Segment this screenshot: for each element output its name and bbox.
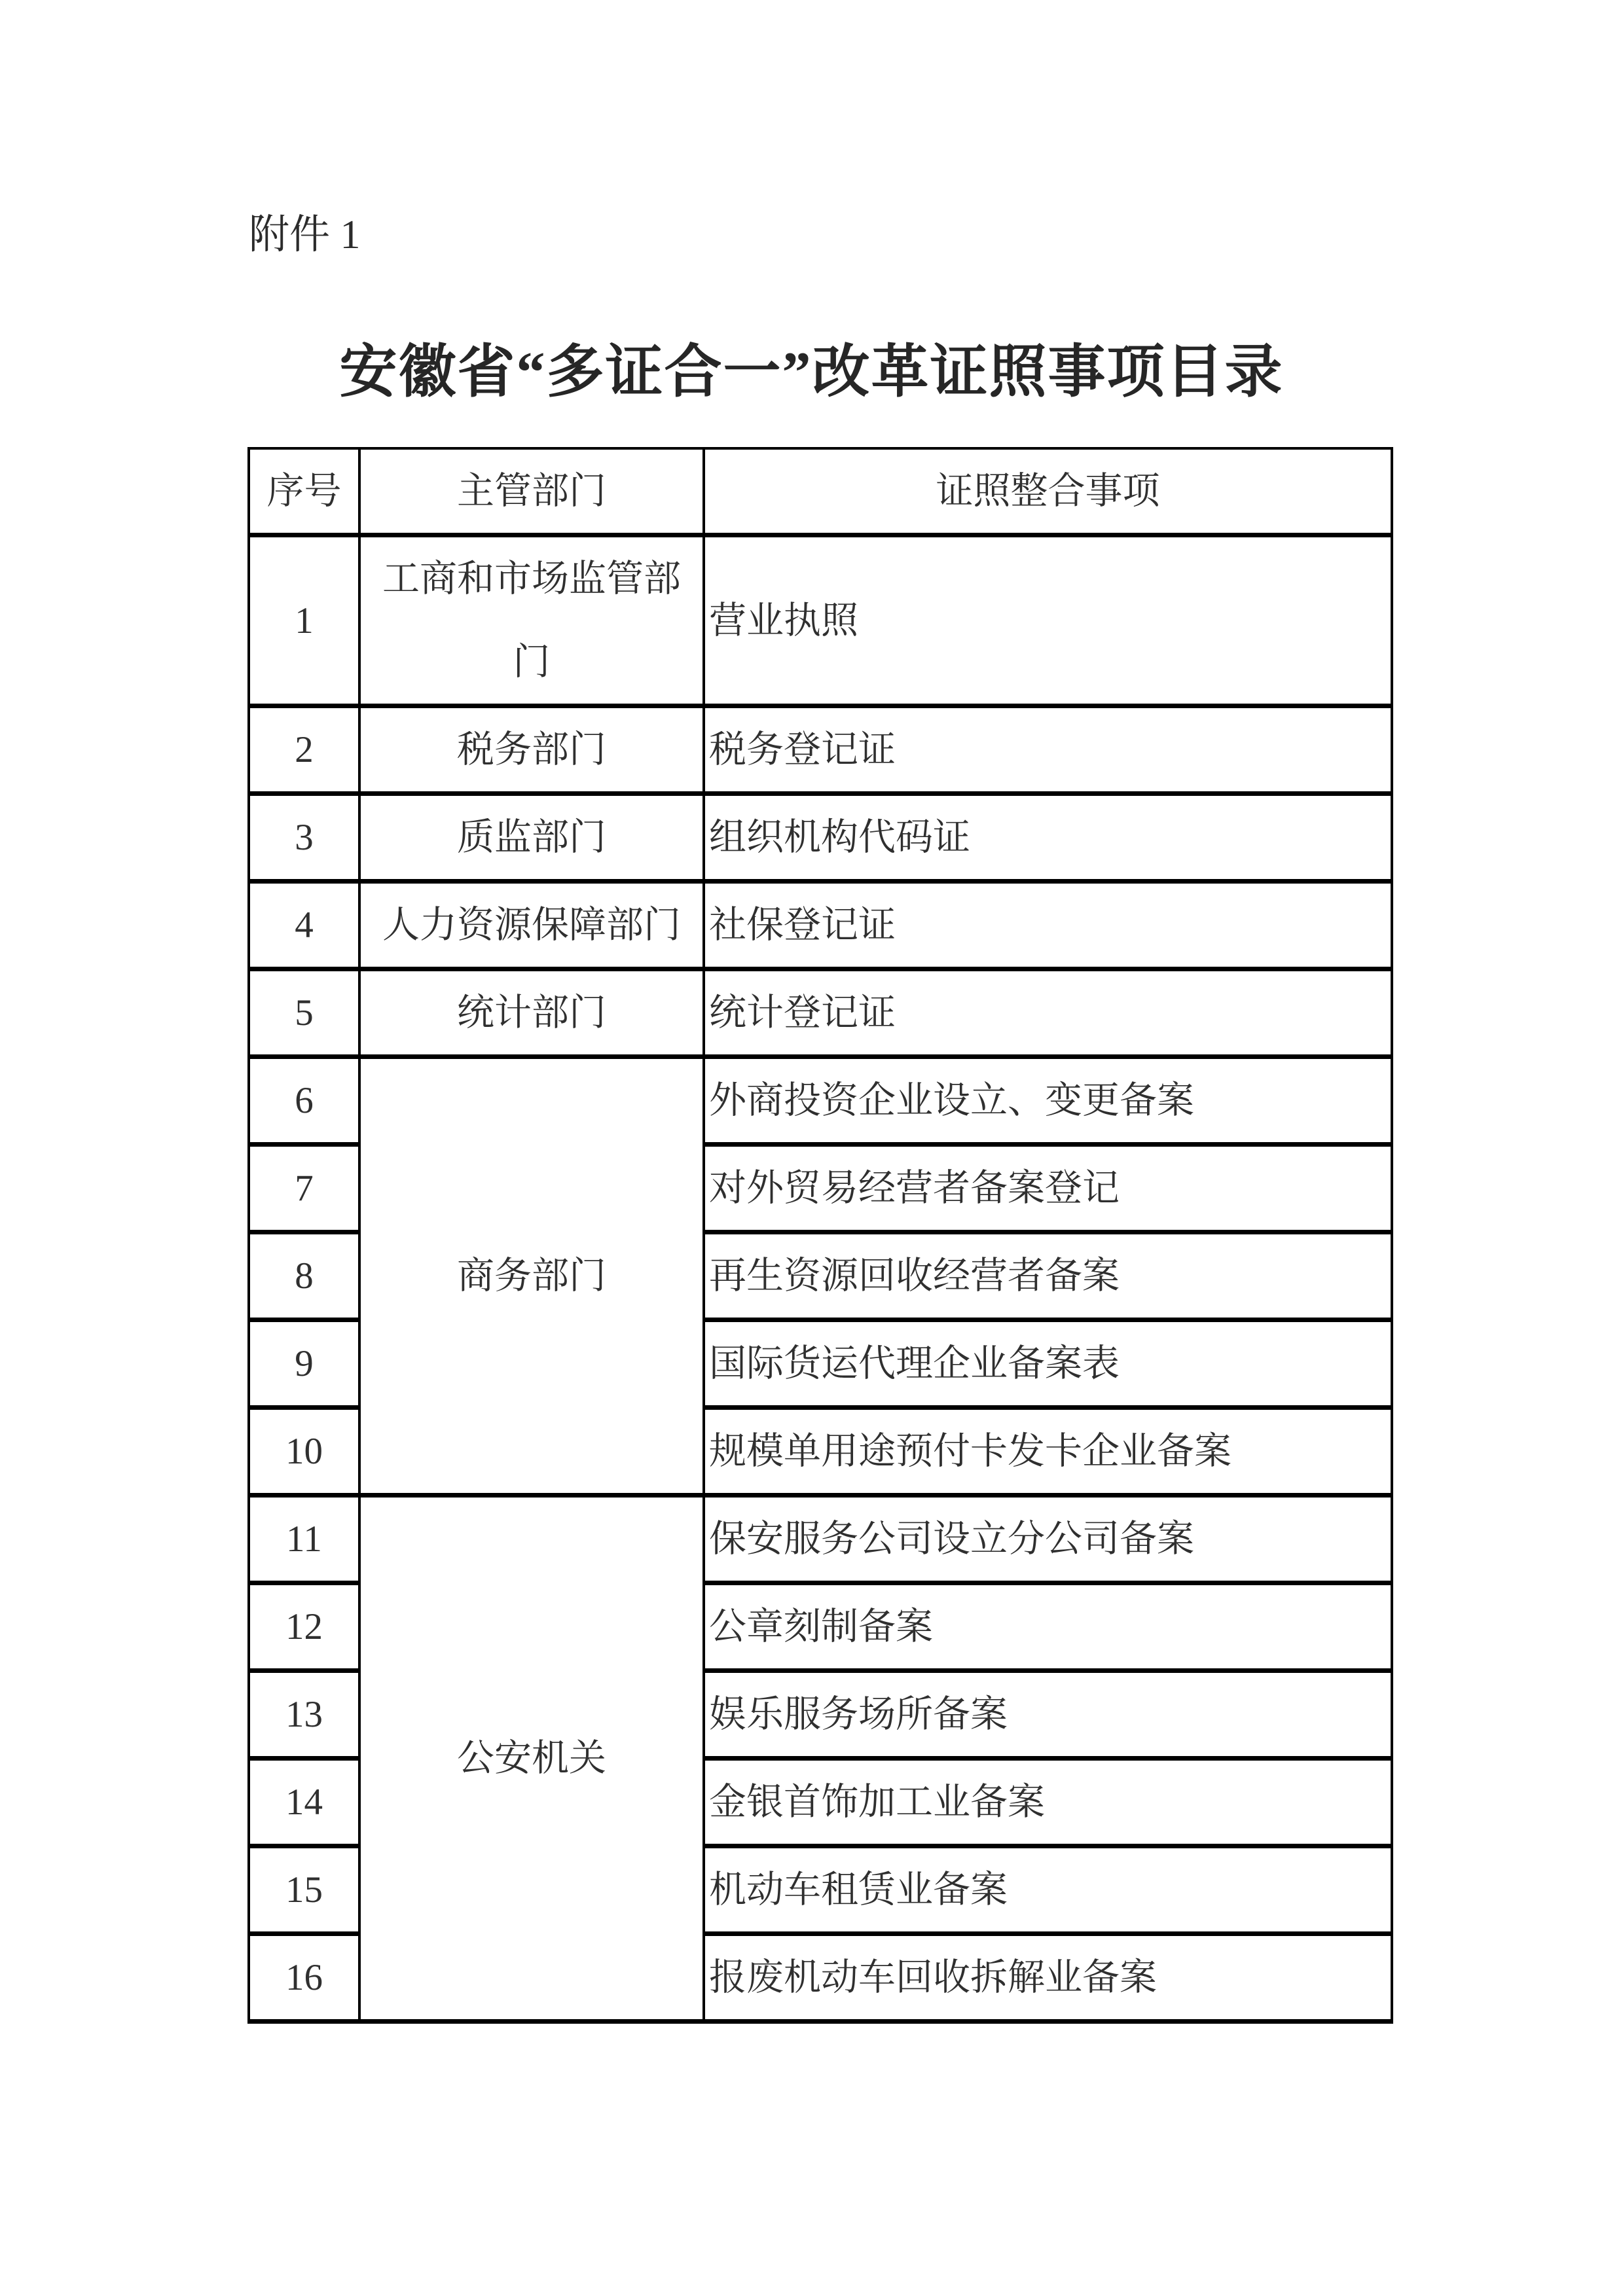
header-department: 主管部门	[359, 448, 704, 535]
department-cell: 工商和市场监管部门	[359, 535, 704, 706]
page-title: 安徽省“多证合一”改革证照事项目录	[339, 341, 1284, 404]
serial-number-cell: 9	[249, 1320, 359, 1408]
department-cell: 公安机关	[359, 1496, 704, 2022]
table-row	[249, 535, 1392, 706]
table-header-row	[249, 448, 1392, 535]
certificate-item-cell: 金银首饰加工业备案	[704, 1759, 1392, 1846]
table-body	[249, 535, 1392, 2022]
serial-number-cell: 8	[249, 1232, 359, 1320]
certificate-item-cell: 国际货运代理企业备案表	[704, 1320, 1392, 1408]
table-row	[249, 1496, 1392, 1583]
certificate-item-cell: 税务登记证	[704, 706, 1392, 794]
certificate-item-cell: 娱乐服务场所备案	[704, 1671, 1392, 1759]
serial-number-cell: 10	[249, 1408, 359, 1496]
department-cell: 商务部门	[359, 1057, 704, 1496]
serial-number-cell: 13	[249, 1671, 359, 1759]
certificate-item-cell: 报废机动车回收拆解业备案	[704, 1934, 1392, 2022]
attachment-label: 附件 1	[249, 213, 361, 257]
department-cell: 质监部门	[359, 794, 704, 882]
serial-number-cell: 2	[249, 706, 359, 794]
serial-number-cell: 7	[249, 1145, 359, 1232]
certificate-item-cell: 营业执照	[704, 535, 1392, 706]
certificate-items-table	[247, 447, 1393, 2024]
serial-number-cell: 12	[249, 1583, 359, 1671]
department-cell: 统计部门	[359, 969, 704, 1057]
table-row	[249, 706, 1392, 794]
certificate-item-cell: 保安服务公司设立分公司备案	[704, 1496, 1392, 1583]
department-cell: 税务部门	[359, 706, 704, 794]
certificate-item-cell: 社保登记证	[704, 882, 1392, 969]
serial-number-cell: 16	[249, 1934, 359, 2022]
certificate-item-cell: 外商投资企业设立、变更备案	[704, 1057, 1392, 1145]
serial-number-cell: 15	[249, 1846, 359, 1934]
serial-number-cell: 6	[249, 1057, 359, 1145]
serial-number-cell: 11	[249, 1496, 359, 1583]
header-certificate-items: 证照整合事项	[704, 448, 1392, 535]
serial-number-cell: 1	[249, 535, 359, 706]
header-serial-number: 序号	[249, 448, 359, 535]
certificate-item-cell: 统计登记证	[704, 969, 1392, 1057]
table-row	[249, 882, 1392, 969]
table-row	[249, 1057, 1392, 1145]
serial-number-cell: 14	[249, 1759, 359, 1846]
certificate-item-cell: 公章刻制备案	[704, 1583, 1392, 1671]
certificate-item-cell: 机动车租赁业备案	[704, 1846, 1392, 1934]
certificate-item-cell: 组织机构代码证	[704, 794, 1392, 882]
table-row	[249, 794, 1392, 882]
table-row	[249, 969, 1392, 1057]
certificate-item-cell: 规模单用途预付卡发卡企业备案	[704, 1408, 1392, 1496]
serial-number-cell: 5	[249, 969, 359, 1057]
certificate-item-cell: 再生资源回收经营者备案	[704, 1232, 1392, 1320]
serial-number-cell: 4	[249, 882, 359, 969]
certificate-item-cell: 对外贸易经营者备案登记	[704, 1145, 1392, 1232]
serial-number-cell: 3	[249, 794, 359, 882]
department-cell: 人力资源保障部门	[359, 882, 704, 969]
